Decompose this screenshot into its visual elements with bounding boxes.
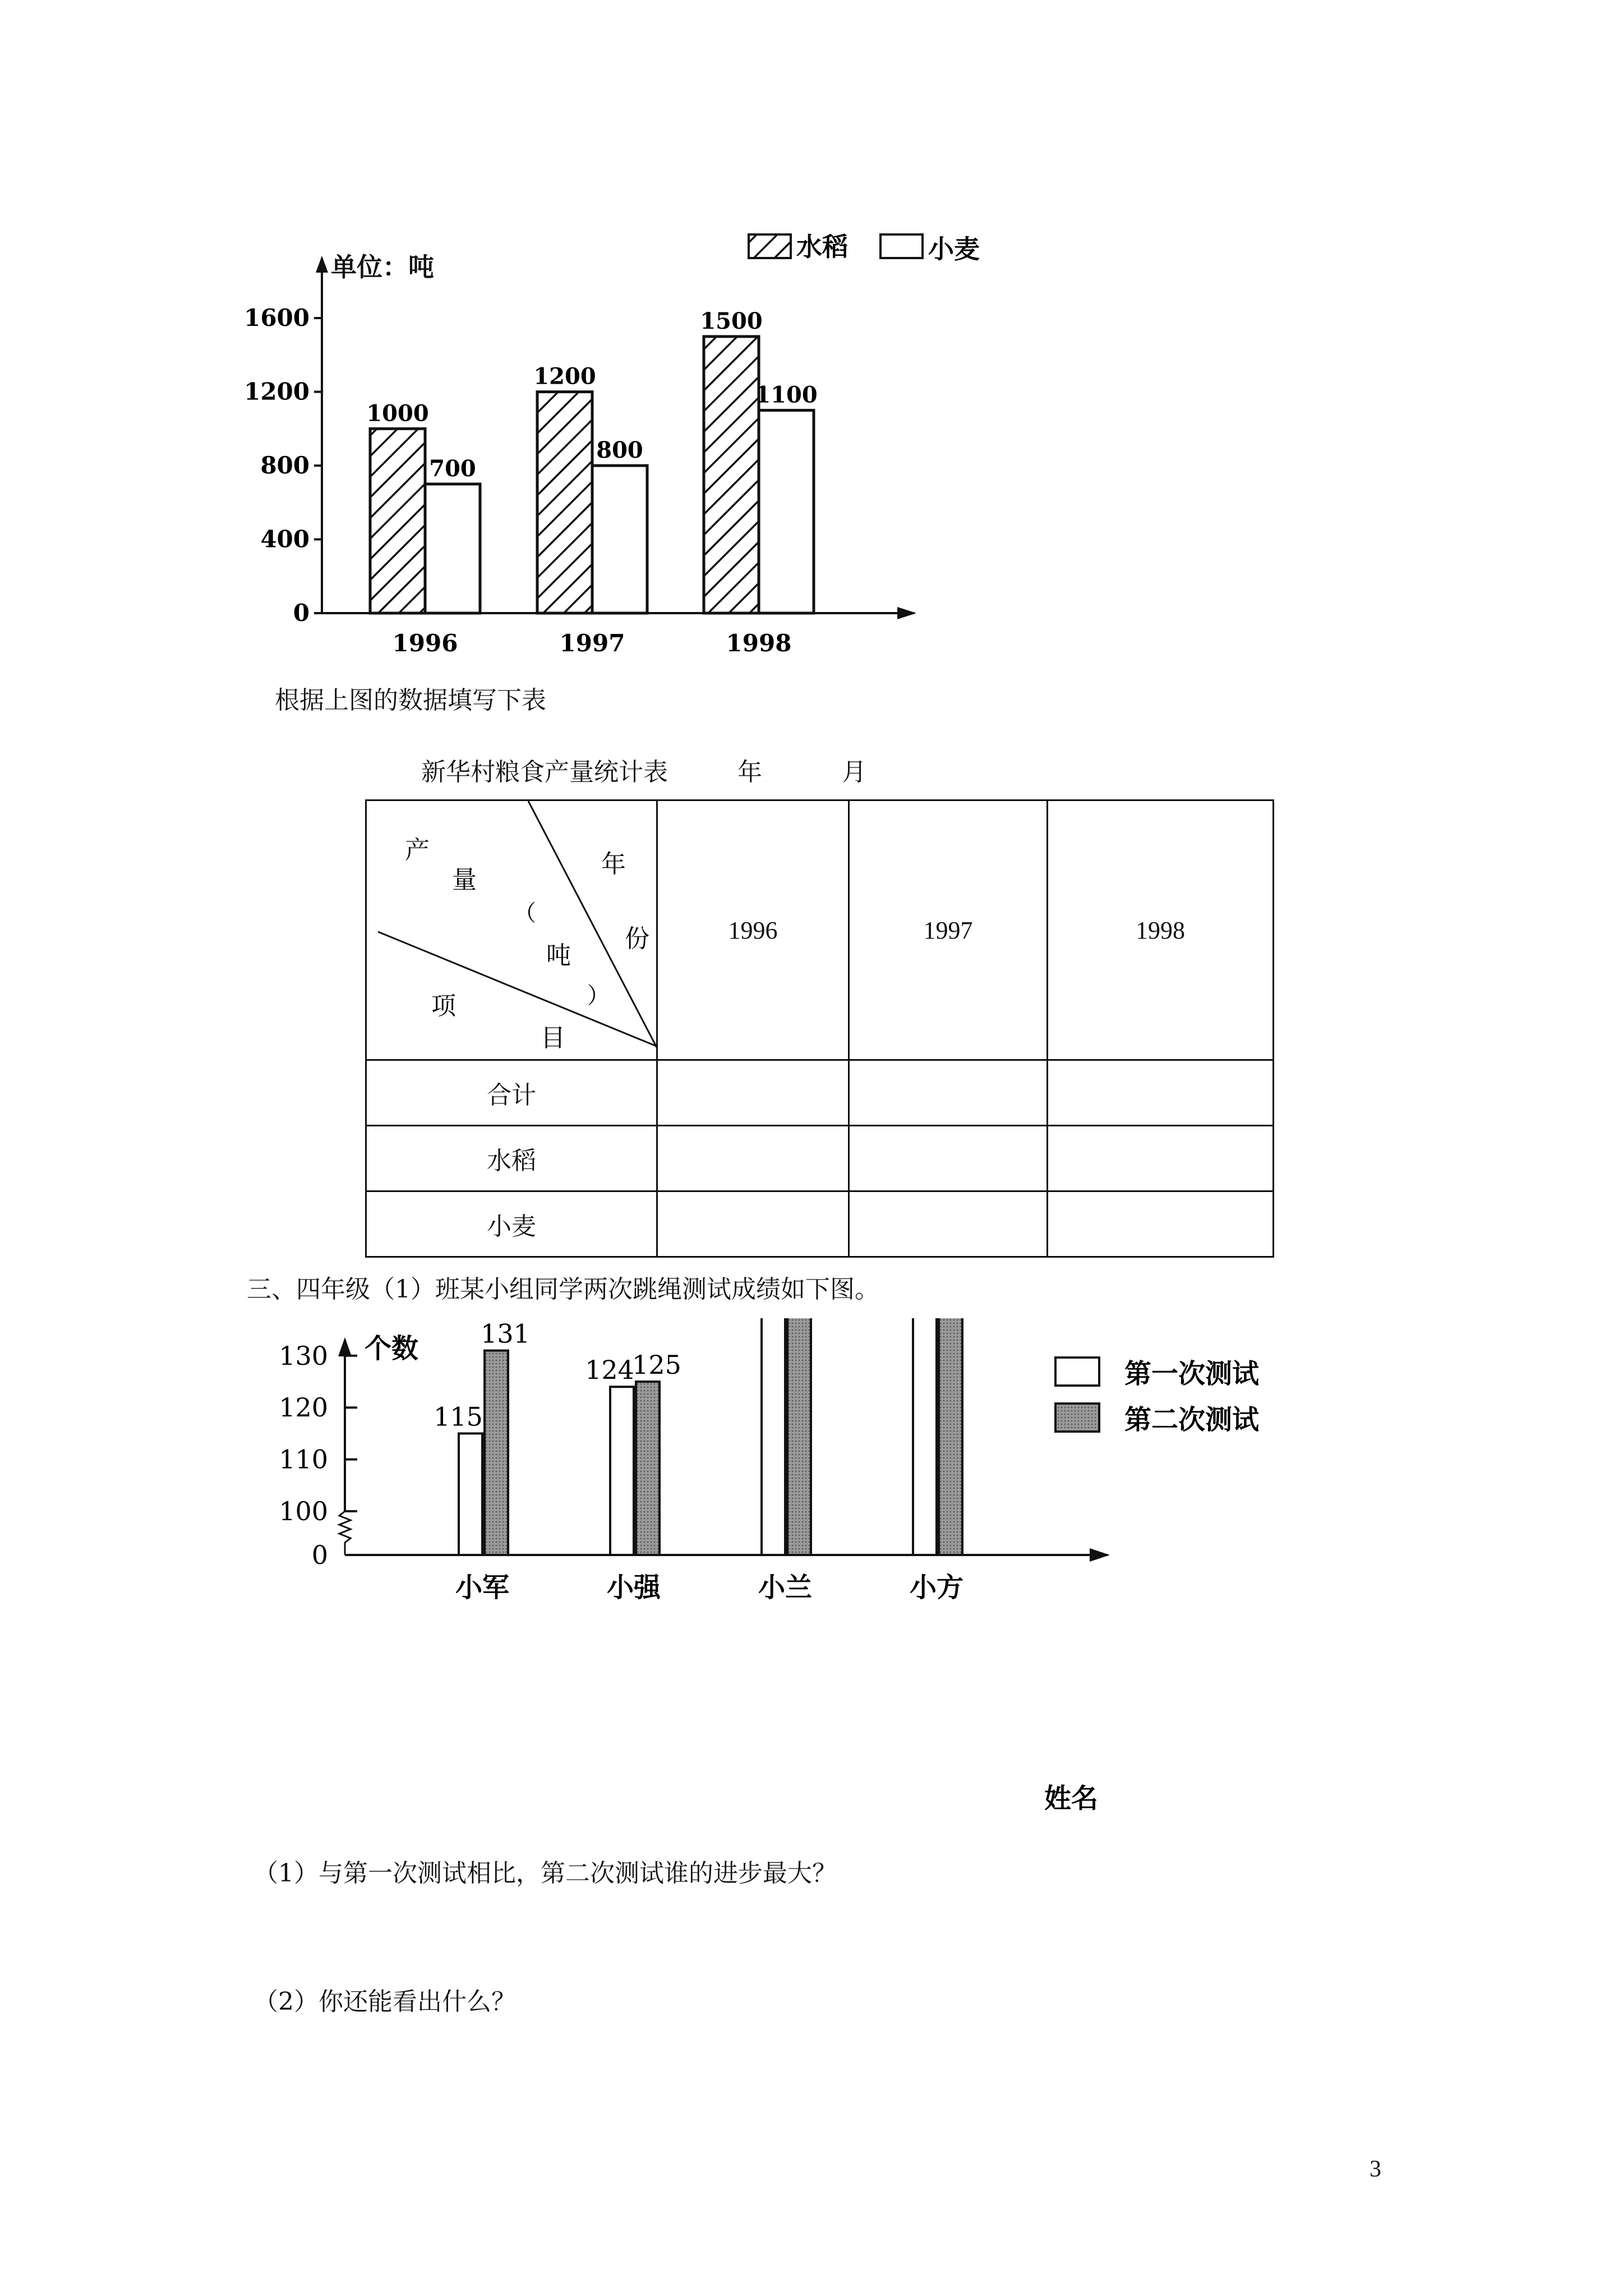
table-year-1996: 1996 [657,800,849,1060]
table-year-blank: 年 [737,758,762,786]
chart1-data-label: 800 [596,437,643,463]
first-test-bar [762,1318,785,1555]
chart1-unit-label: 单位：吨 [331,252,434,282]
chart1-y-tick-label: 800 [260,452,310,479]
legend-first-test-label: 第一次测试 [1124,1358,1260,1389]
chart2-data-label: 124 [585,1355,634,1386]
chart1-data-label: 1000 [366,400,429,427]
section-3-heading: 三、四年级（1）班某小组同学两次跳绳测试成绩如下图。 [247,1275,879,1304]
question-2: （2）你还能看出什么？ [253,1987,516,2016]
chart2-axes [338,1337,1110,1562]
table-cell-total-1997[interactable] [849,1060,1048,1126]
table-cell-rice-1998[interactable] [1048,1126,1274,1191]
chart2-data-labels [434,1318,984,1432]
chart1-y-tick-label: 1200 [244,378,310,406]
chart1-data-label: 700 [429,455,476,482]
header-output-4: 吨 [546,941,571,970]
header-output-2: 量 [452,866,477,894]
chart2-legend [1055,1358,1259,1435]
chart2-axis-break [339,1511,351,1555]
legend-rice-label: 水稻 [796,232,848,262]
chart1-x-ticks [393,629,792,657]
wheat-bar [425,484,480,613]
chart1-data-label: 1500 [700,307,763,334]
chart2-x-axis-arrow [1090,1548,1110,1562]
chart2-data-label: 131 [481,1318,530,1349]
table-header-diagonal-cell [366,800,657,1060]
grain-production-chart [0,0,1623,701]
table-cell-rice-1996[interactable] [657,1126,849,1191]
chart2-category-label: 小强 [606,1572,661,1603]
second-test-bar [939,1318,962,1555]
chart1-y-tick-label: 0 [293,599,310,627]
table-cell-wheat-1998[interactable] [1048,1191,1274,1257]
header-year-2: 份 [625,924,649,953]
chart1-y-axis-arrow [316,256,328,273]
header-output-5: ） [587,983,610,1009]
table-row-rice: 水稻 [366,1126,657,1191]
second-test-bar [485,1351,508,1555]
rice-bar [537,392,592,614]
first-test-bar [610,1387,634,1555]
question-1: （1）与第一次测试相比，第二次测试谁的进步最大？ [253,1859,837,1888]
first-test-bar [913,1318,937,1555]
chart1-category-label: 1998 [726,629,792,657]
table-title-text: 新华村粮食产量统计表 [421,758,668,786]
chart1-y-tick-label: 1600 [244,304,310,332]
grain-statistics-table [365,799,1274,1258]
legend-wheat-label: 小麦 [928,234,980,264]
page-number: 3 [1370,2156,1381,2182]
chart1-data-label: 1100 [755,381,818,408]
header-output-1: 产 [405,836,430,864]
table-cell-total-1996[interactable] [657,1060,849,1126]
chart2-bars [459,1318,962,1555]
legend-wheat-swatch [880,234,923,258]
table-month-blank: 月 [842,758,866,786]
chart2-category-label: 小方 [909,1572,964,1603]
chart2-x-ticks [455,1572,963,1603]
header-item-1: 项 [431,992,456,1020]
rice-bar [370,429,425,613]
legend-rice-swatch [749,234,791,258]
table-cell-total-1998[interactable] [1048,1060,1274,1126]
diagonal-lines [367,801,658,1061]
rice-bar [704,337,759,613]
wheat-bar [592,466,647,613]
table-cell-wheat-1996[interactable] [657,1191,849,1257]
table-instruction: 根据上图的数据填写下表 [275,686,546,715]
second-test-bar [787,1318,811,1555]
second-test-bar [636,1382,660,1555]
table-title [421,752,866,788]
chart2-y-tick-label: 100 [279,1496,328,1526]
rope-skipping-chart [0,1318,1623,1823]
chart1-category-label: 1996 [392,629,458,657]
table-cell-rice-1997[interactable] [849,1126,1048,1191]
chart1-data-label: 1200 [533,363,596,390]
first-test-bar [459,1433,482,1555]
table-year-1997: 1997 [849,800,1048,1060]
chart2-category-label: 小兰 [758,1572,813,1603]
chart2-data-label: 125 [632,1350,681,1380]
table-row-wheat: 小麦 [366,1191,657,1257]
chart1-category-label: 1997 [559,629,625,657]
legend-second-test-swatch [1055,1404,1099,1432]
header-output-3: （ [514,900,536,926]
chart1-legend [749,232,980,264]
chart1-y-tick-label: 400 [260,525,310,553]
table-year-1998: 1998 [1048,800,1274,1060]
table-cell-wheat-1997[interactable] [849,1191,1048,1257]
header-year-1: 年 [601,850,626,878]
chart2-y-tick-label: 130 [279,1340,328,1371]
chart2-y-tick-label: 0 [311,1540,328,1570]
header-item-2: 目 [541,1024,565,1052]
chart2-y-tick-label: 110 [279,1444,328,1475]
chart2-x-label: 姓名 [1044,1783,1099,1814]
legend-second-test-label: 第二次测试 [1124,1404,1260,1435]
chart2-y-label: 个数 [365,1333,419,1364]
legend-first-test-swatch [1055,1358,1099,1386]
chart2-y-tick-label [279,1318,328,1319]
chart2-category-label: 小军 [455,1572,510,1603]
chart2-y-axis-arrow [338,1337,352,1356]
chart2-y-tick-label: 120 [279,1392,328,1423]
chart1-y-ticks [244,304,322,627]
chart1-x-axis-arrow [897,607,916,619]
table-row-total: 合计 [366,1060,657,1126]
chart2-data-label: 115 [434,1401,483,1432]
wheat-bar [759,410,814,613]
